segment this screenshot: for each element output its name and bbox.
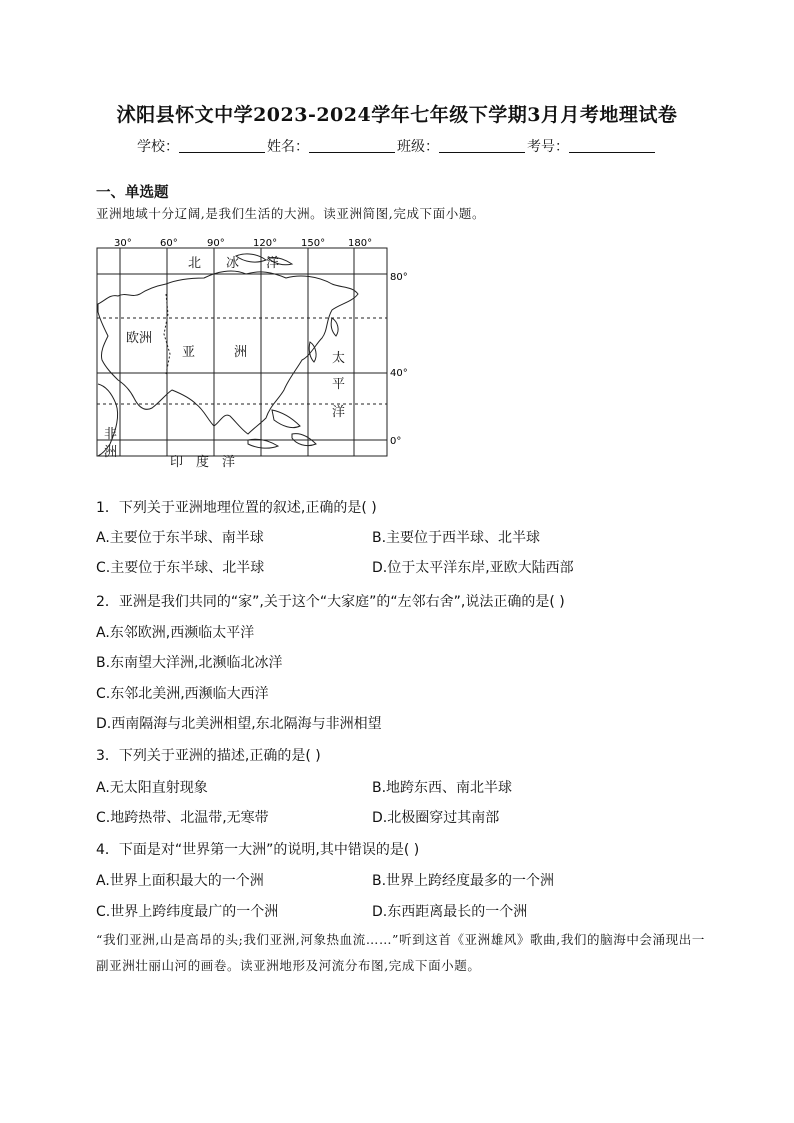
question-1-option-c[interactable]: C.主要位于东半球、北半球 [96,560,265,576]
question-4: 4．下面是对“世界第一大洲”的说明,其中错误的是( ) [96,842,420,858]
map-lon-label: 120° [253,238,278,249]
asia-label: 洲 [234,345,248,360]
africa-label: 洲 [104,445,118,460]
asia-map [96,234,426,470]
question-4-option-b[interactable]: B.世界上跨经度最多的一个洲 [372,873,555,889]
question-2-option-d[interactable]: D.西南隔海与北美洲相望,东北隔海与非洲相望 [96,716,382,732]
question-3-option-d[interactable]: D.北极圈穿过其南部 [372,810,500,826]
exam-title: 沭阳县怀文中学2023-2024学年七年级下学期3月月考地理试卷 [116,104,678,126]
question-2: 2．亚洲是我们共同的“家”,关于这个“大家庭”的“左邻右舍”,说法正确的是( ) [96,594,565,610]
indian-ocean-label: 印 [170,455,184,470]
map-lat-label: 40° [390,368,408,379]
question-1-option-a[interactable]: A.主要位于东半球、南半球 [96,530,264,546]
question-2-option-b[interactable]: B.东南望大洋洲,北濒临北冰洋 [96,655,283,671]
id-blank[interactable] [569,138,655,153]
asia-label: 亚 [182,345,196,360]
school-blank[interactable] [179,138,265,153]
map-lat-label: 80° [390,272,408,283]
arctic-ocean-label: 北 [188,256,202,271]
map-lon-label: 60° [160,238,178,249]
question-4-option-c[interactable]: C.世界上跨纬度最广的一个洲 [96,904,279,920]
id-label: 考号： [527,139,569,155]
pacific-ocean-label: 太 [332,351,346,366]
indian-ocean-label: 洋 [222,455,236,470]
map-lon-label: 30° [114,238,132,249]
section-title: 一、单选题 [96,185,169,201]
intro-text-2: “我们亚洲,山是高昂的头;我们亚洲,河象热血流……”听到这首《亚洲雄风》歌曲,我们的脑海中会涌现出一副亚洲壮丽山河的画卷。读亚洲地形及河流分布图,完成下面小题。 [96,932,705,973]
pacific-ocean-label: 平 [332,377,346,392]
indian-ocean-label: 度 [196,455,210,470]
map-lon-label: 150° [301,238,326,249]
question-3-option-c[interactable]: C.地跨热带、北温带,无寒带 [96,810,269,826]
question-3: 3．下列关于亚洲的描述,正确的是( ) [96,748,321,764]
map-lat-label: 0° [390,436,402,447]
europe-label: 欧洲 [126,331,153,346]
class-label: 班级： [397,139,439,155]
pacific-ocean-label: 洋 [332,405,346,420]
question-4-option-d[interactable]: D.东西距离最长的一个洲 [372,904,528,920]
map-lon-label: 90° [207,238,225,249]
name-blank[interactable] [309,138,395,153]
student-info-line [0,136,794,156]
question-1-option-b[interactable]: B.主要位于西半球、北半球 [372,530,541,546]
question-3-option-a[interactable]: A.无太阳直射现象 [96,780,208,796]
question-3-option-b[interactable]: B.地跨东西、南北半球 [372,780,513,796]
africa-label: 非 [104,427,118,442]
question-1: 1．下列关于亚洲地理位置的叙述,正确的是( ) [96,500,377,516]
name-label: 姓名： [267,139,309,155]
question-2-option-c[interactable]: C.东邻北美洲,西濒临大西洋 [96,686,269,702]
map-lon-label: 180° [348,238,373,249]
question-2-option-a[interactable]: A.东邻欧洲,西濒临太平洋 [96,625,255,641]
arctic-ocean-label: 冰 [226,256,240,271]
question-1-option-d[interactable]: D.位于太平洋东岸,亚欧大陆西部 [372,560,574,576]
map-coastlines [98,254,358,456]
intro-text-1: 亚洲地域十分辽阔,是我们生活的大洲。读亚洲简图,完成下面小题。 [96,206,486,221]
question-4-option-a[interactable]: A.世界上面积最大的一个洲 [96,873,264,889]
arctic-ocean-label: 洋 [266,256,280,271]
school-label: 学校： [137,139,179,155]
class-blank[interactable] [439,138,525,153]
